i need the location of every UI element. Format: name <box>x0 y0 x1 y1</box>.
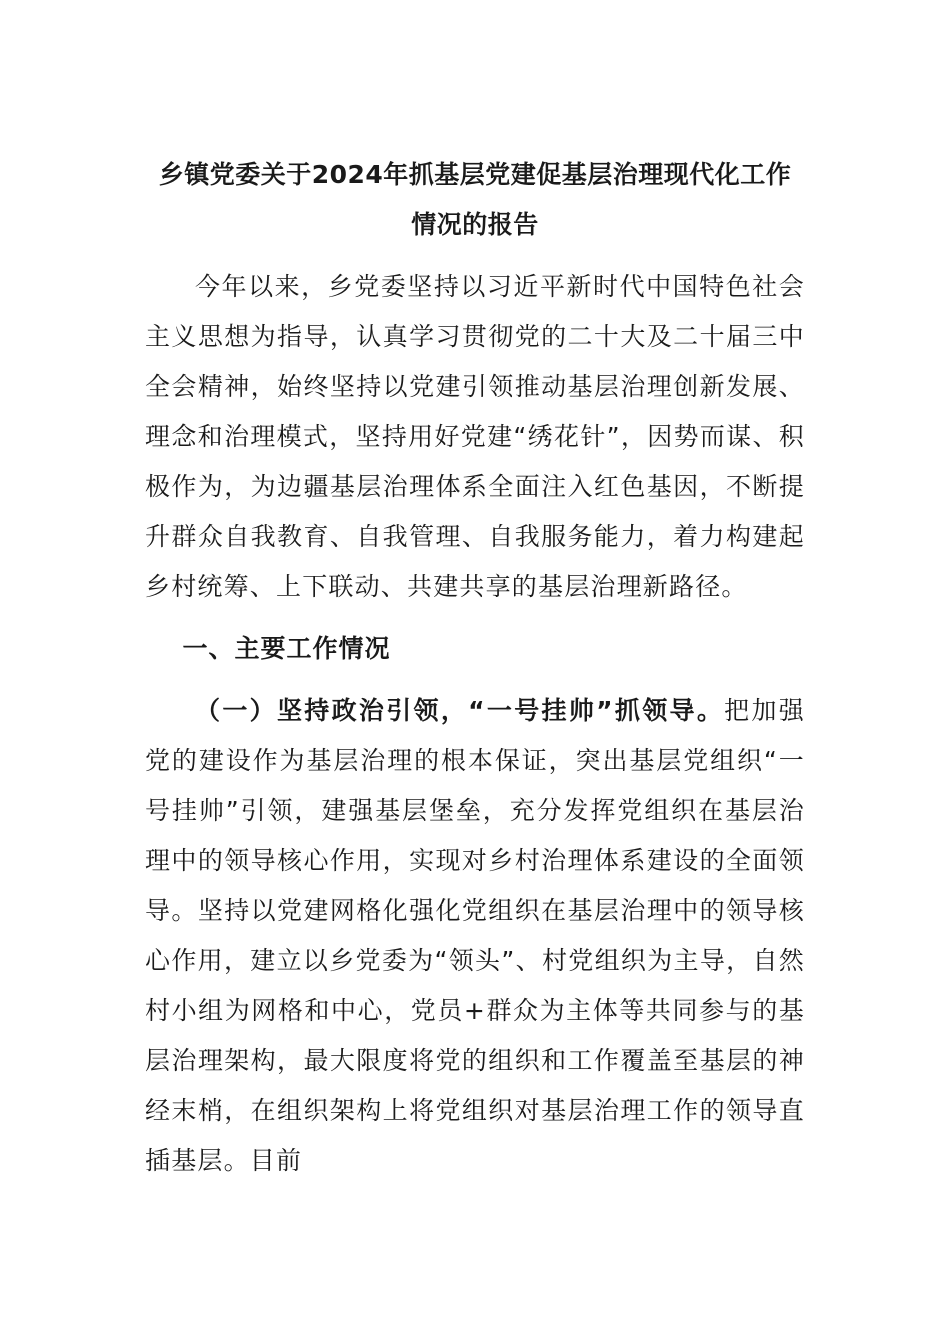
document-title <box>145 150 805 250</box>
subsection-paragraph <box>145 686 805 1186</box>
title-line-1: 乡镇党委关于2024年抓基层党建促基层治理现代化工作 <box>158 160 792 189</box>
intro-paragraph: 今年以来，乡党委坚持以习近平新时代中国特色社会主义思想为指导，认真学习贯彻党的二十大及二十届三中全会精神，始终坚持以党建引领推动基层治理创新发展、理念和治理模式，坚持用好党建“绣花针”，因势而谋、积极作为，为边疆基层治理体系全面注入红色基因，不断提升群众自我教育、自我管理、自我服务能力，着力构建起乡村统筹、上下联动、共建共享的基层治理新路径。 <box>145 272 805 601</box>
subsection-lead: （一）坚持政治引领，“一号挂帅”抓领导。 <box>195 696 725 725</box>
subsection-body: 把加强党的建设作为基层治理的根本保证，突出基层党组织“一号挂帅”引领，建强基层堡垒，充分发挥党组织在基层治理中的领导核心作用，实现对乡村治理体系建设的全面领导。坚持以党建网格化强化党组织在基层治理中的领导核心作用，建立以乡党委为“领头”、村党组织为主导，自然村小组为网格和中心，党员+群众为主体等共同参与的基层治理架构，最大限度将党的组织和工作覆盖至基层的神经末梢，在组织架构上将党组织对基层治理工作的领导直插基层。目前 <box>145 696 805 1175</box>
document-body <box>145 150 805 1186</box>
section-heading: 一、主要工作情况 <box>182 634 391 663</box>
title-line-2: 情况的报告 <box>411 210 539 239</box>
